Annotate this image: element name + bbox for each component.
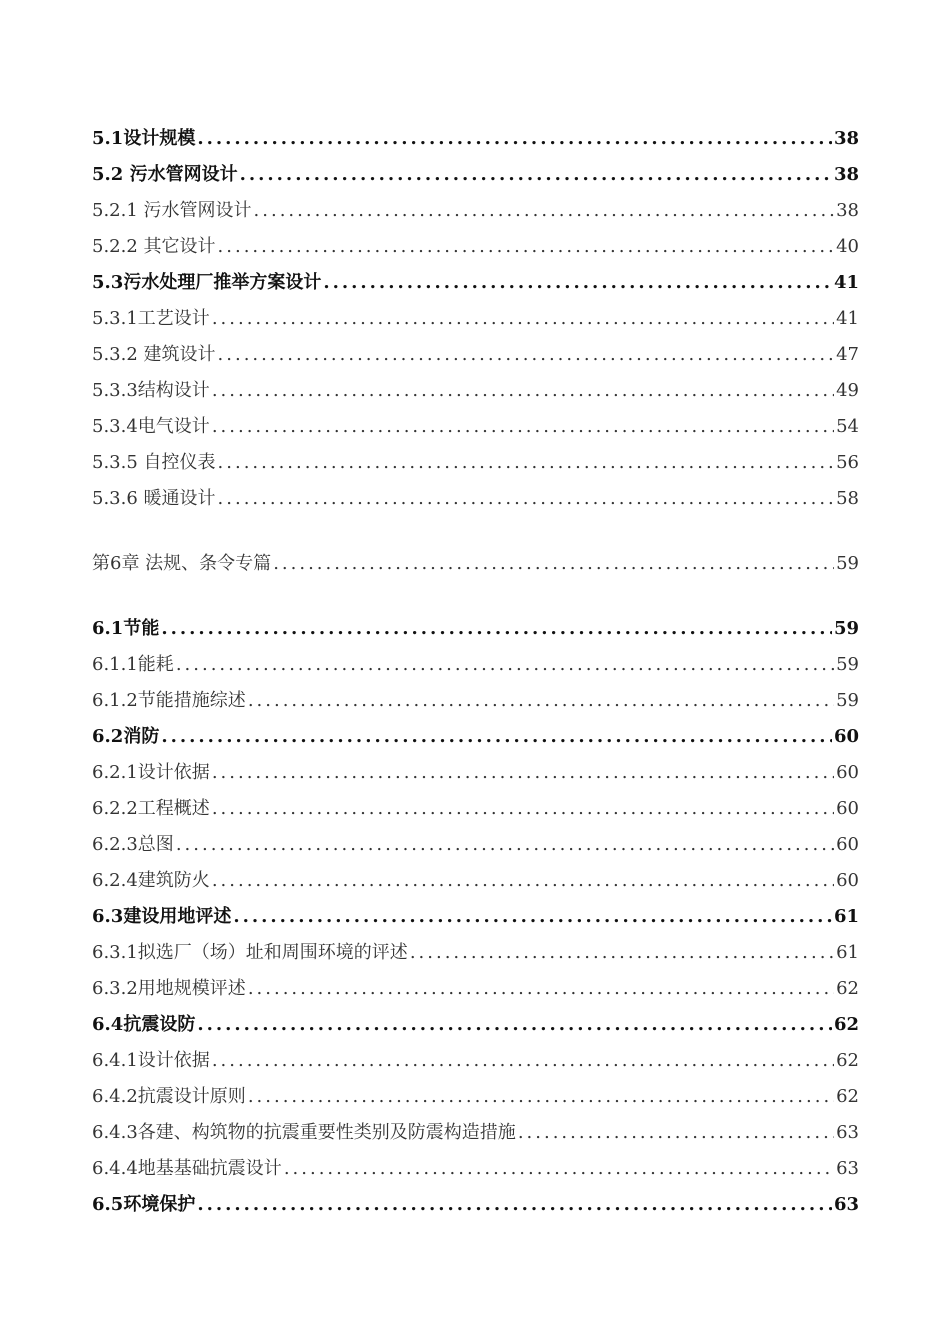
toc-dot-leader bbox=[212, 308, 834, 330]
toc-entry-page: 47 bbox=[836, 344, 859, 365]
toc-entry[interactable] bbox=[92, 1116, 859, 1144]
toc-entry[interactable] bbox=[92, 158, 859, 186]
toc-entry-page: 63 bbox=[836, 1122, 859, 1143]
toc-entry[interactable] bbox=[92, 1044, 859, 1072]
toc-entry-page: 60 bbox=[833, 726, 859, 747]
toc-entry-page: 63 bbox=[836, 1158, 859, 1179]
toc-dot-leader bbox=[410, 942, 834, 964]
toc-dot-leader bbox=[197, 1014, 832, 1036]
toc-entry-page: 60 bbox=[836, 798, 859, 819]
toc-entry-label: 6.2.3总图 bbox=[92, 834, 174, 855]
toc-entry-page: 54 bbox=[836, 416, 859, 437]
toc-entry-label: 6.1.2节能措施综述 bbox=[92, 690, 246, 711]
toc-entry-label: 6.4抗震设防 bbox=[92, 1014, 196, 1035]
toc-entry[interactable] bbox=[92, 900, 859, 928]
toc-entry-page: 38 bbox=[836, 200, 859, 221]
toc-entry-chapter[interactable] bbox=[92, 547, 859, 575]
toc-entry-page: 60 bbox=[836, 870, 859, 891]
toc-dot-leader bbox=[240, 164, 832, 186]
toc-dot-leader bbox=[197, 128, 832, 150]
toc-dot-leader bbox=[212, 380, 834, 402]
toc-entry-label: 6.3.1拟选厂（场）址和周围环境的评述 bbox=[92, 942, 408, 963]
toc-dot-leader bbox=[518, 1122, 834, 1144]
toc-entry-page: 58 bbox=[836, 488, 859, 509]
toc-entry[interactable] bbox=[92, 302, 859, 330]
toc-entry[interactable] bbox=[92, 230, 859, 258]
toc-dot-leader bbox=[212, 762, 834, 784]
toc-entry-label: 6.2.4建筑防火 bbox=[92, 870, 210, 891]
toc-dot-leader bbox=[218, 344, 835, 366]
toc-entry[interactable] bbox=[92, 936, 859, 964]
toc-entry[interactable] bbox=[92, 684, 859, 712]
toc-entry-label: 5.2.2 其它设计 bbox=[92, 236, 216, 257]
toc-entry-label: 5.3.4电气设计 bbox=[92, 416, 210, 437]
toc-entry[interactable] bbox=[92, 828, 859, 856]
toc-dot-leader bbox=[323, 272, 832, 294]
toc-entry-label: 5.1设计规模 bbox=[92, 128, 196, 149]
toc-entry[interactable] bbox=[92, 446, 859, 474]
toc-entry-label: 6.4.3各建、构筑物的抗震重要性类别及防震构造措施 bbox=[92, 1122, 516, 1143]
toc-entry[interactable] bbox=[92, 338, 859, 366]
toc-entry-label: 6.4.2抗震设计原则 bbox=[92, 1086, 246, 1107]
toc-entry[interactable] bbox=[92, 756, 859, 784]
toc-entry-page: 61 bbox=[836, 942, 859, 963]
toc-entry-label: 6.2.2工程概述 bbox=[92, 798, 210, 819]
toc-entry[interactable] bbox=[92, 648, 859, 676]
toc-entry-label: 6.4.4地基基础抗震设计 bbox=[92, 1158, 282, 1179]
toc-dot-leader bbox=[212, 1050, 834, 1072]
toc-entry[interactable] bbox=[92, 1188, 859, 1216]
toc-dot-leader bbox=[248, 690, 834, 712]
toc-entry[interactable] bbox=[92, 612, 859, 640]
toc-entry-label: 5.3.3结构设计 bbox=[92, 380, 210, 401]
toc-dot-leader bbox=[218, 488, 835, 510]
toc-dot-leader bbox=[218, 452, 835, 474]
toc-dot-leader bbox=[248, 978, 834, 1000]
toc-entry-page: 59 bbox=[836, 690, 859, 711]
toc-dot-leader bbox=[197, 1194, 832, 1216]
toc-entry-label: 6.3建设用地评述 bbox=[92, 906, 232, 927]
toc-entry-page: 61 bbox=[833, 906, 859, 927]
toc-entry[interactable] bbox=[92, 720, 859, 748]
toc-entry-page: 59 bbox=[833, 618, 859, 639]
toc-entry-page: 41 bbox=[836, 308, 859, 329]
toc-entry-page: 49 bbox=[836, 380, 859, 401]
toc-entry-label: 5.3.6 暖通设计 bbox=[92, 488, 216, 509]
toc-entry-page: 41 bbox=[833, 272, 859, 293]
toc-entry-page: 38 bbox=[833, 128, 859, 149]
toc-entry[interactable] bbox=[92, 122, 859, 150]
toc-entry[interactable] bbox=[92, 1152, 859, 1180]
toc-entry-page: 56 bbox=[836, 452, 859, 473]
toc-dot-leader bbox=[233, 906, 832, 928]
toc-dot-leader bbox=[284, 1158, 834, 1180]
toc-entry[interactable] bbox=[92, 792, 859, 820]
toc-entry-page: 60 bbox=[836, 762, 859, 783]
toc-entry-label: 5.2 污水管网设计 bbox=[92, 164, 238, 185]
toc-entry-page: 62 bbox=[836, 978, 859, 999]
toc-entry[interactable] bbox=[92, 1080, 859, 1108]
toc-dot-leader bbox=[161, 726, 832, 748]
toc-entry-label: 6.3.2用地规模评述 bbox=[92, 978, 246, 999]
toc-entry-page: 59 bbox=[836, 553, 859, 574]
toc-entry-label: 5.3污水处理厂推举方案设计 bbox=[92, 272, 322, 293]
toc-entry[interactable] bbox=[92, 266, 859, 294]
toc-entry-page: 62 bbox=[833, 1014, 859, 1035]
toc-dot-leader bbox=[254, 200, 835, 222]
toc-entry-page: 40 bbox=[836, 236, 859, 257]
toc-entry-label: 5.3.1工艺设计 bbox=[92, 308, 210, 329]
toc-entry-label: 第6章 法规、条令专篇 bbox=[92, 553, 272, 574]
toc-dot-leader bbox=[212, 870, 834, 892]
toc-entry-label: 6.1.1能耗 bbox=[92, 654, 174, 675]
toc-entry[interactable] bbox=[92, 1008, 859, 1036]
toc-entry-label: 6.2.1设计依据 bbox=[92, 762, 210, 783]
toc-entry[interactable] bbox=[92, 972, 859, 1000]
toc-entry-page: 62 bbox=[836, 1050, 859, 1071]
toc-dot-leader bbox=[176, 654, 834, 676]
toc-dot-leader bbox=[176, 834, 834, 856]
toc-entry[interactable] bbox=[92, 482, 859, 510]
toc-entry-label: 5.3.5 自控仪表 bbox=[92, 452, 216, 473]
toc-entry-label: 6.2消防 bbox=[92, 726, 160, 747]
toc-entry-page: 60 bbox=[836, 834, 859, 855]
toc-entry-label: 5.2.1 污水管网设计 bbox=[92, 200, 252, 221]
toc-dot-leader bbox=[273, 553, 834, 575]
toc-entry[interactable] bbox=[92, 374, 859, 402]
toc-dot-leader bbox=[212, 798, 834, 820]
toc-entry-page: 59 bbox=[836, 654, 859, 675]
toc-entry-page: 63 bbox=[833, 1194, 859, 1215]
toc-entry-label: 6.4.1设计依据 bbox=[92, 1050, 210, 1071]
toc-dot-leader bbox=[161, 618, 832, 640]
toc-entry-label: 6.1节能 bbox=[92, 618, 160, 639]
toc-dot-leader bbox=[248, 1086, 834, 1108]
toc-entry[interactable] bbox=[92, 194, 859, 222]
toc-entry[interactable] bbox=[92, 864, 859, 892]
toc-entry-page: 62 bbox=[836, 1086, 859, 1107]
toc-entry-label: 5.3.2 建筑设计 bbox=[92, 344, 216, 365]
toc-dot-leader bbox=[218, 236, 835, 258]
toc-entry[interactable] bbox=[92, 410, 859, 438]
toc-entry-page: 38 bbox=[833, 164, 859, 185]
toc-entry-label: 6.5环境保护 bbox=[92, 1194, 196, 1215]
toc-dot-leader bbox=[212, 416, 834, 438]
